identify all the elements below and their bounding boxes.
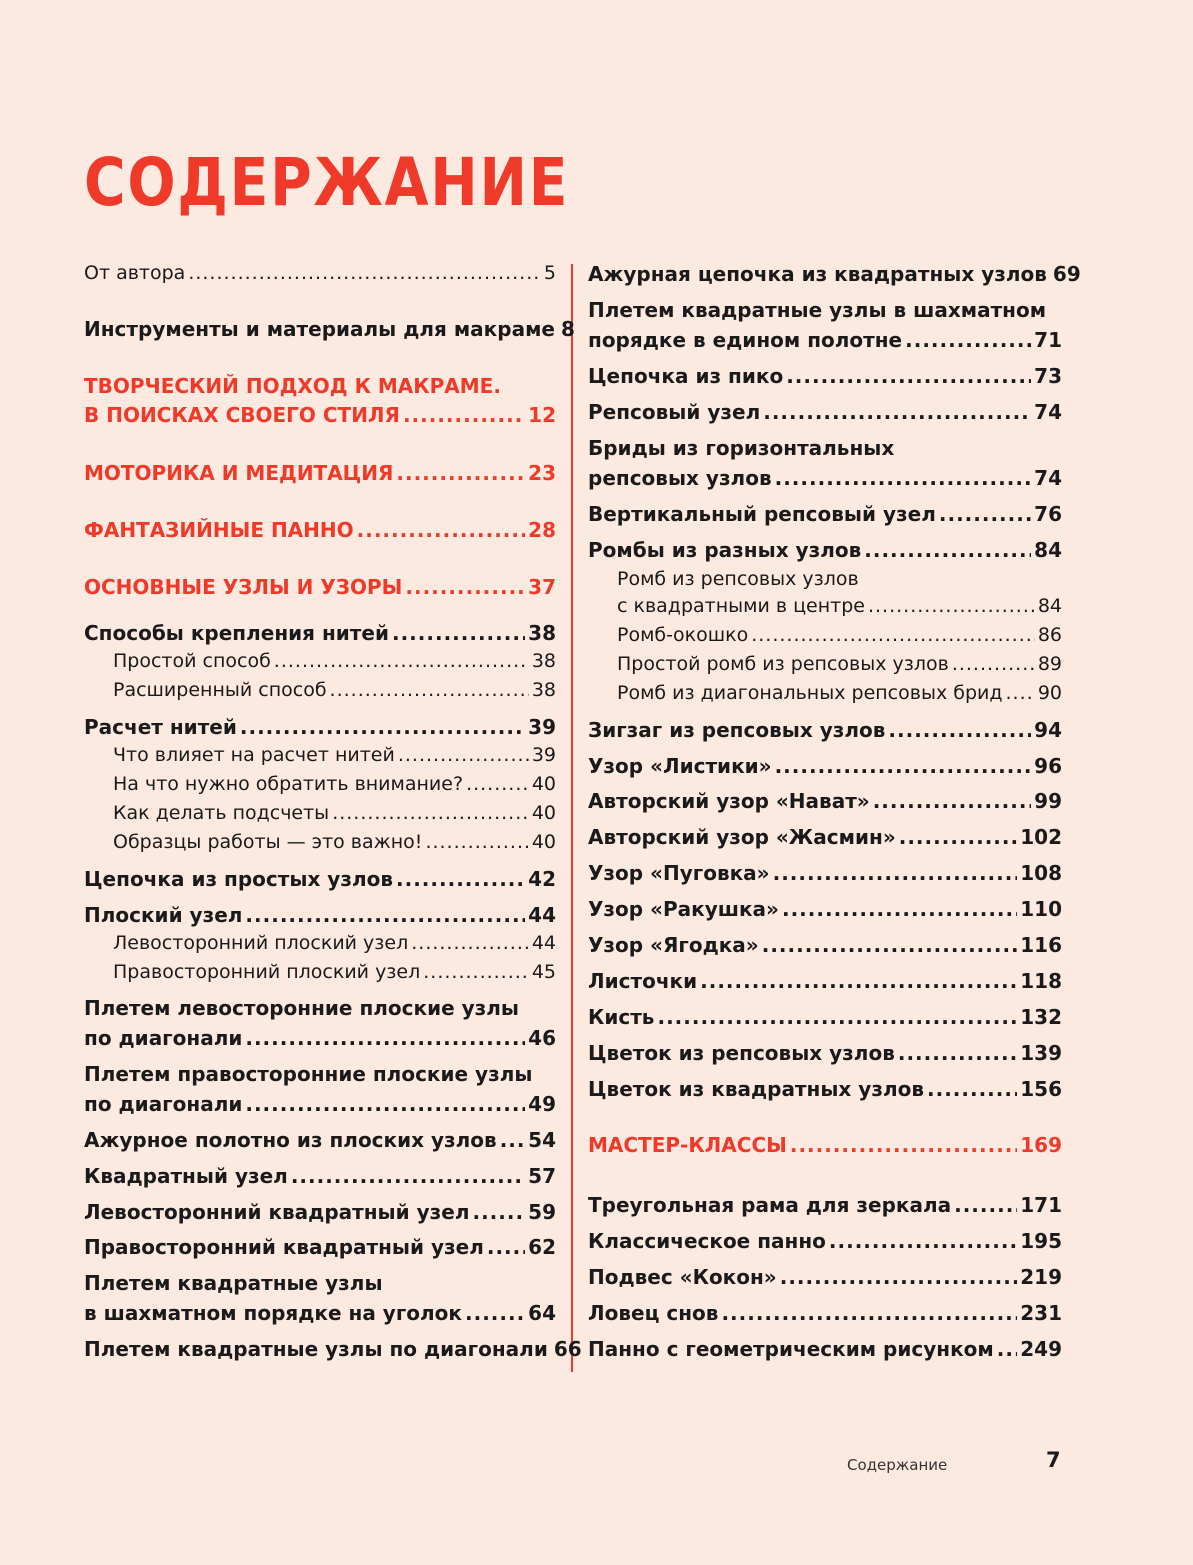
toc-entry-page: 74 <box>1034 400 1062 424</box>
toc-entry[interactable] <box>84 996 556 1056</box>
toc-entry[interactable] <box>84 518 556 547</box>
toc-entry-page: 86 <box>1037 624 1062 646</box>
leader-dots <box>868 595 1035 618</box>
leader-dots <box>245 903 525 927</box>
leader-dots <box>332 802 529 825</box>
toc-entry[interactable] <box>84 773 556 800</box>
leader-dots <box>927 1077 1017 1101</box>
toc-entry-title: Простой способ <box>113 650 271 672</box>
toc-entry-title: МОТОРИКА И МЕДИТАЦИЯ <box>84 461 394 485</box>
leader-dots <box>657 1005 1017 1029</box>
toc-entry-page: 71 <box>1034 328 1062 352</box>
toc-entry[interactable] <box>84 650 556 677</box>
leader-dots <box>899 825 1018 849</box>
leader-dots <box>775 466 1032 490</box>
toc-entry-title: Цепочка из простых узлов <box>84 867 394 891</box>
leader-dots <box>392 621 525 645</box>
toc-entry-page: 249 <box>1020 1337 1062 1361</box>
toc-entry-page: 84 <box>1034 538 1062 562</box>
leader-dots <box>357 518 526 542</box>
leader-dots <box>751 624 1035 647</box>
toc-entry-page: 66 <box>553 1337 582 1361</box>
leader-dots <box>873 789 1031 813</box>
toc-entry-title: Авторский узор «Нават» <box>588 789 870 813</box>
toc-entry-title: Подвес «Кокон» <box>588 1265 777 1289</box>
leader-dots <box>403 403 525 427</box>
toc-entry-page: 195 <box>1020 1229 1062 1253</box>
toc-entry-title: Репсовый узел <box>588 400 761 424</box>
toc-entry-title: Классическое панно <box>588 1229 826 1253</box>
toc-entry-page: 23 <box>528 461 556 485</box>
toc-entry-title: Способы крепления нитей <box>84 621 389 645</box>
toc-entry[interactable] <box>588 861 1062 891</box>
toc-entry-title: Треугольная рама для зеркала <box>588 1193 952 1217</box>
toc-entry-page: 219 <box>1020 1265 1062 1289</box>
toc-entry[interactable] <box>588 436 1062 496</box>
toc-entry-page: 8 <box>560 317 575 341</box>
leader-dots <box>939 502 1031 526</box>
leader-dots <box>425 831 528 854</box>
toc-entry-title: с квадратными в центре <box>617 595 865 617</box>
leader-dots <box>396 867 525 891</box>
toc-entry-title: От автора <box>84 262 186 284</box>
toc-entry-title: Авторский узор «Жасмин» <box>588 825 896 849</box>
toc-entry-title: Ажурное полотно из плоских узлов <box>84 1128 497 1152</box>
toc-entry[interactable] <box>84 679 556 706</box>
leader-dots <box>500 1128 525 1152</box>
toc-entry[interactable] <box>84 903 556 933</box>
toc-entry-title: Цепочка из пико <box>588 364 784 388</box>
toc-entry[interactable] <box>84 715 556 745</box>
toc-entry[interactable] <box>588 1133 1062 1162</box>
toc-entry-page: 89 <box>1037 653 1062 675</box>
toc-entry-page: 132 <box>1020 1005 1062 1029</box>
toc-entry-page: 116 <box>1020 933 1062 957</box>
toc-entry[interactable] <box>588 897 1062 927</box>
toc-entry-page: 108 <box>1020 861 1062 885</box>
toc-entry-title: Листочки <box>588 969 698 993</box>
toc-entry-title: На что нужно обратить внимание? <box>113 773 464 795</box>
toc-entry[interactable] <box>588 568 1062 622</box>
toc-entry[interactable] <box>588 718 1062 748</box>
toc-entry-page: 37 <box>528 575 556 599</box>
toc-entry[interactable] <box>588 1041 1062 1071</box>
leader-dots <box>997 1337 1018 1361</box>
leader-dots <box>898 1041 1017 1065</box>
toc-entry[interactable] <box>84 374 556 432</box>
toc-entry-title: МАСТЕР-КЛАССЫ <box>588 1133 787 1157</box>
leader-dots <box>423 961 529 984</box>
toc-entry-title: в шахматном порядке на уголок <box>84 1301 462 1325</box>
leader-dots <box>888 718 1031 742</box>
toc-entry-page: 44 <box>528 903 556 927</box>
toc-entry-page: 44 <box>531 932 556 954</box>
toc-entry-title: В ПОИСКАХ СВОЕГО СТИЛЯ <box>84 403 400 427</box>
leader-dots <box>786 364 1031 388</box>
toc-entry[interactable] <box>84 1128 556 1158</box>
toc-entry-title: Ромбы из разных узлов <box>588 538 862 562</box>
toc-entry[interactable] <box>84 932 556 959</box>
leader-dots <box>1006 682 1035 705</box>
toc-entry-title: Ромб из репсовых узлов <box>617 568 859 590</box>
toc-entry-title: Правосторонний квадратный узел <box>84 1235 484 1259</box>
toc-entry-page: 59 <box>528 1200 556 1224</box>
leader-dots <box>700 969 1017 993</box>
toc-entry-page: 40 <box>531 773 556 795</box>
toc-entry-page: 96 <box>1034 754 1062 778</box>
toc-entry-page: 38 <box>528 621 556 645</box>
toc-entry[interactable] <box>84 262 556 291</box>
toc-entry-page: 40 <box>531 831 556 853</box>
toc-entry-title: по диагонали <box>84 1026 243 1050</box>
toc-entry[interactable] <box>588 502 1062 532</box>
leader-dots <box>952 653 1035 676</box>
toc-entry-title: Расчет нитей <box>84 715 237 739</box>
toc-entry[interactable] <box>84 1200 556 1230</box>
toc-entry[interactable] <box>588 298 1062 358</box>
toc-entry-title: Ромб из диагональных репсовых брид <box>617 682 1003 704</box>
toc-entry[interactable] <box>84 621 556 651</box>
toc-entry[interactable] <box>588 624 1062 651</box>
toc-entry-page: 110 <box>1020 897 1062 921</box>
toc-entry-page: 62 <box>528 1235 556 1259</box>
leader-dots <box>240 715 525 739</box>
leader-dots <box>905 328 1031 352</box>
toc-entry-page: 118 <box>1020 969 1062 993</box>
toc-entry-title: Ромб-окошко <box>617 624 749 646</box>
toc-entry[interactable] <box>588 1301 1062 1331</box>
toc-entry[interactable] <box>588 262 1081 292</box>
toc-entry-page: 57 <box>528 1164 556 1188</box>
toc-entry[interactable] <box>588 538 1062 568</box>
toc-entry[interactable] <box>84 802 556 829</box>
toc-entry-page: 38 <box>531 650 556 672</box>
toc-entry-title: Плетем квадратные узлы по диагонали <box>84 1337 548 1361</box>
toc-entry-title: Зигзаг из репсовых узлов <box>588 718 886 742</box>
leader-dots <box>472 1200 525 1224</box>
toc-entry-title: Цветок из репсовых узлов <box>588 1041 895 1065</box>
toc-entry[interactable] <box>588 969 1062 999</box>
toc-entry[interactable] <box>588 1077 1062 1107</box>
toc-entry-page: 90 <box>1037 682 1062 704</box>
toc-entry-page: 169 <box>1020 1133 1062 1157</box>
toc-entry-page: 12 <box>528 403 556 427</box>
toc-entry-page: 45 <box>531 961 556 983</box>
leader-dots <box>763 400 1031 424</box>
toc-entry-page: 54 <box>528 1128 556 1152</box>
toc-entry[interactable] <box>588 682 1062 709</box>
toc-entry-title: Плоский узел <box>84 903 243 927</box>
toc-entry-page: 231 <box>1020 1301 1062 1325</box>
toc-entry-page: 73 <box>1034 364 1062 388</box>
toc-entry-title: Плетем квадратные узлы в шахматном <box>588 298 1047 322</box>
toc-entry-page: 46 <box>528 1026 556 1050</box>
toc-entry-page: 39 <box>531 744 556 766</box>
leader-dots <box>398 744 529 767</box>
toc-entry-title: Образцы работы — это важно! <box>113 831 423 853</box>
toc-entry-page: 99 <box>1034 789 1062 813</box>
toc-entry[interactable] <box>588 1337 1062 1367</box>
toc-entry-page: 39 <box>528 715 556 739</box>
toc-entry-page: 5 <box>543 262 556 284</box>
leader-dots <box>291 1164 525 1188</box>
toc-entry-page: 42 <box>528 867 556 891</box>
toc-entry-page: 74 <box>1034 466 1062 490</box>
leader-dots <box>780 1265 1018 1289</box>
toc-entry-title: Плетем левосторонние плоские узлы <box>84 996 520 1020</box>
toc-entry-title: Плетем квадратные узлы <box>84 1271 383 1295</box>
leader-dots <box>466 773 529 796</box>
toc-entry-title: Узор «Пуговка» <box>588 861 770 885</box>
leader-dots <box>790 1133 1017 1157</box>
toc-entry-page: 69 <box>1052 262 1081 286</box>
toc-entry-title: Плетем правосторонние плоские узлы <box>84 1062 533 1086</box>
toc-entry-page: 49 <box>528 1092 556 1116</box>
toc-entry[interactable] <box>84 1271 556 1331</box>
toc-entry-title: ФАНТАЗИЙНЫЕ ПАННО <box>84 518 354 542</box>
toc-entry-title: Что влияет на расчет нитей <box>113 744 395 766</box>
toc-entry-page: 84 <box>1037 595 1062 617</box>
toc-entry-title: репсовых узлов <box>588 466 772 490</box>
leader-dots <box>487 1235 525 1259</box>
leader-dots <box>330 679 529 702</box>
toc-entry-title: Квадратный узел <box>84 1164 288 1188</box>
toc-entry-page: 76 <box>1034 502 1062 526</box>
toc-entry[interactable] <box>84 461 556 490</box>
toc-entry-title: Узор «Ракушка» <box>588 897 779 921</box>
toc-entry-title: по диагонали <box>84 1092 243 1116</box>
toc-entry[interactable] <box>588 825 1062 855</box>
toc-entry[interactable] <box>84 1164 556 1194</box>
toc-entry[interactable] <box>588 364 1062 394</box>
toc-entry[interactable] <box>588 754 1062 784</box>
column-divider <box>571 264 573 1372</box>
toc-entry[interactable] <box>588 653 1062 680</box>
toc-entry-page: 156 <box>1020 1077 1062 1101</box>
leader-dots <box>245 1092 525 1116</box>
toc-entry[interactable] <box>588 933 1062 963</box>
toc-entry-title: Как делать подсчеты <box>113 802 330 824</box>
page-title: СОДЕРЖАНИЕ <box>84 144 570 221</box>
toc-entry-page: 28 <box>528 518 556 542</box>
leader-dots <box>396 461 525 485</box>
toc-entry-title: Цветок из квадратных узлов <box>588 1077 924 1101</box>
toc-entry-title: Узор «Ягодка» <box>588 933 759 957</box>
toc-entry-title: Бриды из горизонтальных <box>588 436 895 460</box>
leader-dots <box>465 1301 525 1325</box>
toc-entry-title: Левосторонний плоский узел <box>113 932 409 954</box>
toc-entry-page: 171 <box>1020 1193 1062 1217</box>
toc-entry-page: 139 <box>1020 1041 1062 1065</box>
leader-dots <box>405 575 525 599</box>
page-number: 7 <box>1046 1448 1061 1472</box>
leader-dots <box>954 1193 1017 1217</box>
toc-entry-page: 40 <box>531 802 556 824</box>
leader-dots <box>188 262 541 285</box>
toc-entry-title: ОСНОВНЫЕ УЗЛЫ И УЗОРЫ <box>84 575 403 599</box>
toc-entry[interactable] <box>588 1229 1062 1259</box>
toc-entry-title: Расширенный способ <box>113 679 327 701</box>
toc-entry-title: Узор «Листики» <box>588 754 772 778</box>
toc-entry[interactable] <box>84 744 556 771</box>
leader-dots <box>782 897 1017 921</box>
toc-entry[interactable] <box>84 1235 556 1265</box>
toc-entry[interactable] <box>84 575 556 604</box>
toc-entry-title: Ловец снов <box>588 1301 719 1325</box>
toc-entry-title: Кисть <box>588 1005 655 1029</box>
toc-entry-page: 64 <box>528 1301 556 1325</box>
toc-entry[interactable] <box>588 400 1062 430</box>
leader-dots <box>864 538 1031 562</box>
toc-entry-title: Панно с геометрическим рисунком <box>588 1337 994 1361</box>
leader-dots <box>829 1229 1017 1253</box>
toc-entry[interactable] <box>84 831 556 858</box>
leader-dots <box>773 861 1018 885</box>
toc-entry[interactable] <box>588 1265 1062 1295</box>
toc-entry[interactable] <box>84 867 556 897</box>
leader-dots <box>274 650 529 673</box>
leader-dots <box>721 1301 1017 1325</box>
footer-label: Содержание <box>847 1456 948 1474</box>
toc-entry-title: порядке в едином полотне <box>588 328 903 352</box>
toc-entry-title: Инструменты и материалы для макраме <box>84 317 555 341</box>
toc-entry-title: Ажурная цепочка из квадратных узлов <box>588 262 1047 286</box>
toc-entry-title: Простой ромб из репсовых узлов <box>617 653 949 675</box>
toc-entry-title: Правосторонний плоский узел <box>113 961 421 983</box>
leader-dots <box>775 754 1032 778</box>
toc-entry-title: ТВОРЧЕСКИЙ ПОДХОД К МАКРАМЕ. <box>84 374 501 398</box>
toc-entry[interactable] <box>84 961 556 988</box>
leader-dots <box>762 933 1018 957</box>
toc-entry[interactable] <box>84 1337 582 1367</box>
toc-entry[interactable] <box>588 1005 1062 1035</box>
toc-entry[interactable] <box>588 789 1062 819</box>
leader-dots <box>245 1026 525 1050</box>
toc-entry-page: 94 <box>1034 718 1062 742</box>
toc-entry-page: 38 <box>531 679 556 701</box>
leader-dots <box>411 932 529 955</box>
toc-entry-title: Левосторонний квадратный узел <box>84 1200 470 1224</box>
toc-entry[interactable] <box>84 1062 556 1122</box>
toc-entry[interactable] <box>84 317 575 347</box>
toc-entry-title: Вертикальный репсовый узел <box>588 502 936 526</box>
toc-entry[interactable] <box>588 1193 1062 1223</box>
toc-entry-page: 102 <box>1020 825 1062 849</box>
